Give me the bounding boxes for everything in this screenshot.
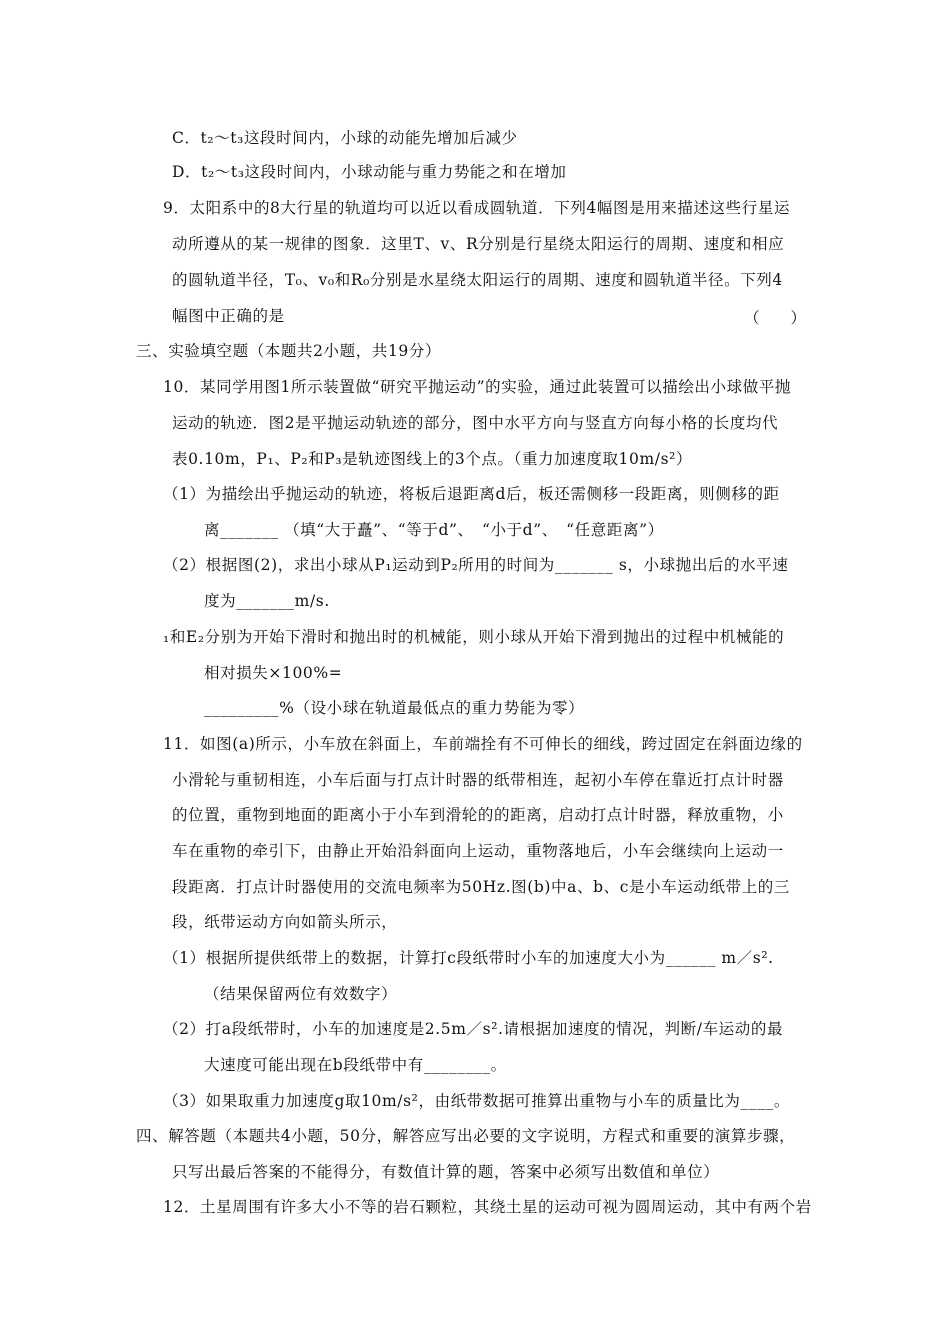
q10-sub1-line-1: （1）为描绘出乎抛运动的轨迹，将板后退距离d后，板还需侧移一段距离，则侧移的距 <box>163 485 780 503</box>
section-4-heading-line-2: 只写出最后答案的不能得分，有数值计算的题，答案中必须写出数值和单位） <box>172 1163 720 1181</box>
q10-sub1-line-2: 离_______ （填“大于矗”、“等于d”、 “小于d”、 “任意距离”） <box>204 521 664 539</box>
q10-sub2-line-1: （2）根据图(2)，求出小球从P₁运动到P₂所用的时间为_______ s，小球抛出后的水平速 <box>163 556 789 574</box>
q10-sub3-line-3: _________%（设小球在轨道最低点的重力势能为零） <box>204 699 585 717</box>
section-3-heading: 三、实验填空题（本题共2小题，共19分） <box>136 342 442 360</box>
q9-line-1: 9．太阳系中的8大行星的轨道均可以近以看成圆轨道．下列4幅图是用来描述这些行星运 <box>163 199 791 217</box>
section-4-heading-line-1: 四、解答题（本题共4小题，50分，解答应写出必要的文字说明，方程式和重要的演算步骤， <box>136 1127 796 1145</box>
q11-sub2-line-1: （2）打a段纸带时，小车的加速度是2.5m／s².请根据加速度的情况，判断/车运动的最 <box>163 1020 784 1038</box>
q10-line-2: 运动的轨迹．图2是平抛运动轨迹的部分，图中水平方向与竖直方向每小格的长度均代 <box>172 414 779 432</box>
q11-line-2: 小滑轮与重韧相连，小车后面与打点计时器的纸带相连，起初小车停在靠近打点计时器 <box>172 771 784 789</box>
q12-line-1: 12．土星周围有许多大小不等的岩石颗粒，其绕土星的运动可视为圆周运动，其中有两个岩 <box>163 1198 812 1216</box>
q11-line-4: 车在重物的牵引下，由静止开始沿斜面向上运动，重物落地后，小车会继续向上运动一 <box>172 842 784 860</box>
q11-line-6: 段，纸带运动方向如箭头所示， <box>172 913 398 931</box>
q10-sub3-line-2: 相对损失×100%= <box>204 664 343 682</box>
q8-option-d: D．t₂～t₃这段时间内，小球动能与重力势能之和在增加 <box>172 163 567 181</box>
q11-line-5: 段距离．打点计时器使用的交流电频率为50Hz.图(b)中a、b、c是小车运动纸带上的三 <box>172 878 790 896</box>
q9-answer-paren: （ ） <box>744 309 807 327</box>
q9-line-3: 的圆轨道半径，T₀、v₀和R₀分别是水星绕太阳运行的周期、速度和圆轨道半径。下列4 <box>172 271 783 289</box>
q11-line-1: 11．如图(a)所示，小车放在斜面上，车前端拴有不可伸长的细线，跨过固定在斜面边缘的 <box>163 735 803 753</box>
q11-line-3: 的位置，重物到地面的距离小于小车到滑轮的的距离，启动打点计时器，释放重物，小 <box>172 806 784 824</box>
q9-line-4: 幅图中正确的是 <box>172 307 285 325</box>
q10-line-3: 表0.10m，P₁、P₂和P₃是轨迹图线上的3个点。（重力加速度取10m/s²） <box>172 450 693 468</box>
q10-line-1: 10．某同学用图1所示装置做“研究平抛运动”的实验，通过此装置可以描绘出小球做平抛 <box>163 378 792 396</box>
q11-sub2-line-2: 大速度可能出现在b段纸带中有________。 <box>204 1056 507 1074</box>
q11-sub1-line-2: （结果保留两位有效数字） <box>204 985 398 1003</box>
q8-option-c: C．t₂～t₃这段时间内，小球的动能先增加后减少 <box>172 129 518 147</box>
q11-sub3-line: （3）如果取重力加速度g取10m/s²，由纸带数据可推算出重物与小车的质量比为____。 <box>163 1092 790 1110</box>
q11-sub1-line-1: （1）根据所提供纸带上的数据，计算打c段纸带时小车的加速度大小为______ m／s². <box>163 949 774 967</box>
q9-line-2: 动所遵从的某一规律的图象．这里T、v、R分别是行星绕太阳运行的周期、速度和相应 <box>172 235 785 253</box>
q10-sub2-line-2: 度为_______m/s. <box>204 592 330 610</box>
q10-sub3-line-1: ₁和E₂分别为开始下滑时和抛出时的机械能，则小球从开始下滑到抛出的过程中机械能的 <box>163 628 785 646</box>
